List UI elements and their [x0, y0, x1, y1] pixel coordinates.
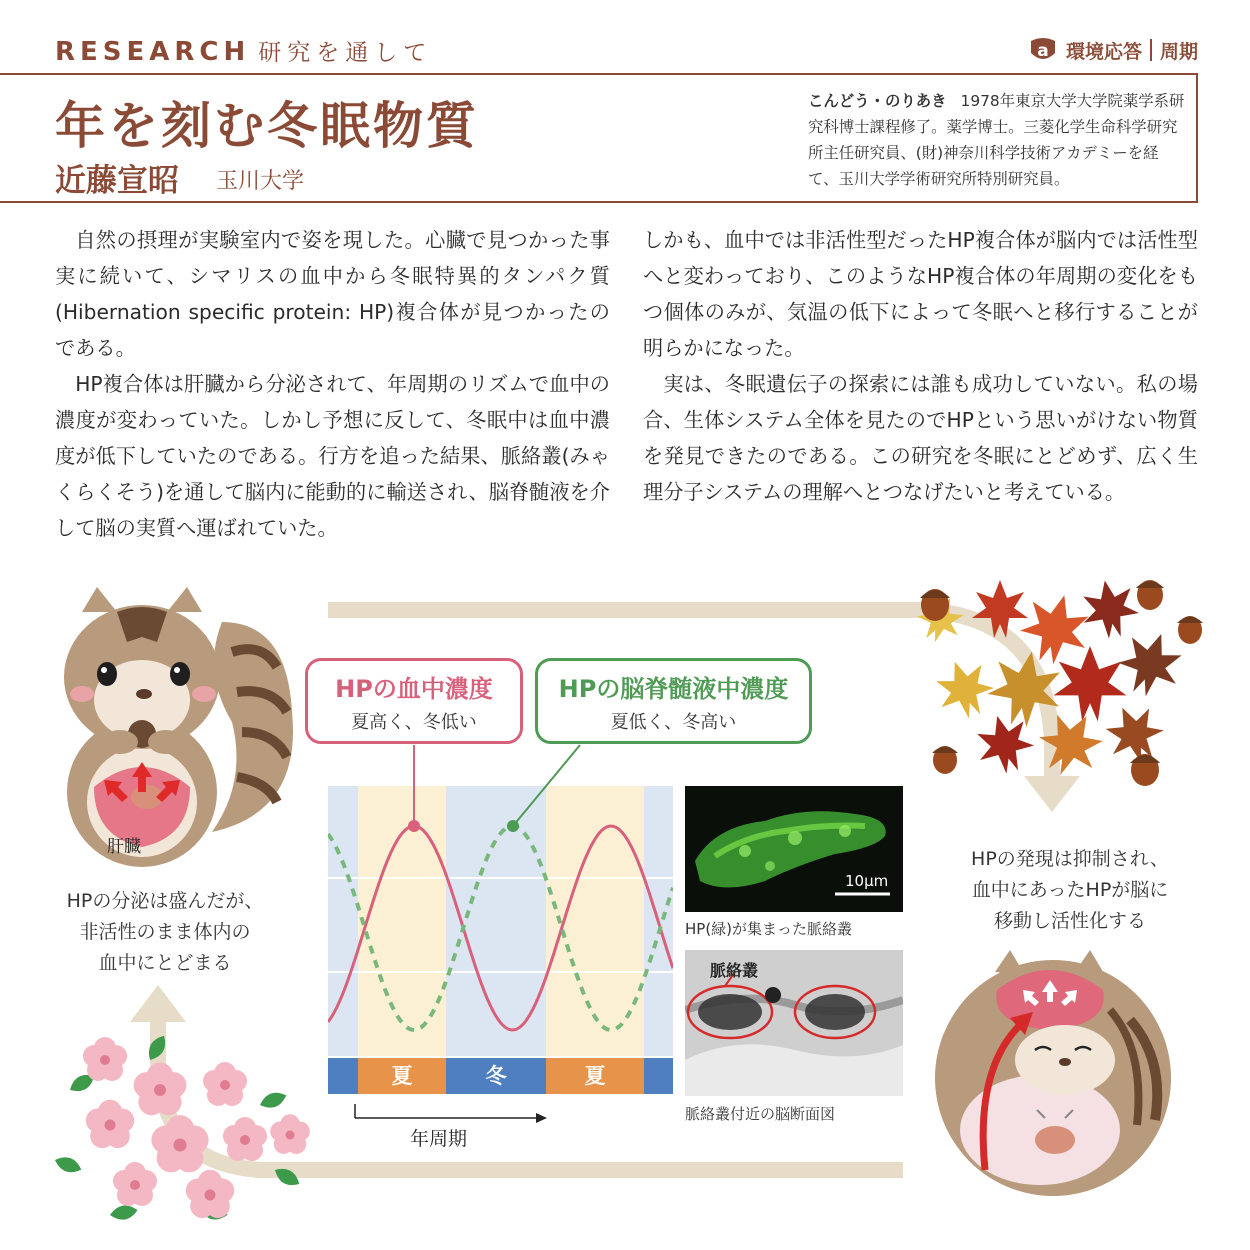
season-label-winter: 冬	[485, 1064, 507, 1088]
caption-left-line: 血中にとどまる	[98, 952, 232, 974]
axis-label: 年周期	[410, 1128, 468, 1150]
category-logo-letter: a	[1037, 41, 1049, 61]
author-affiliation: 玉川大学	[216, 169, 305, 194]
category-label: 環境応答	[1065, 40, 1142, 63]
bio-text: 1978年東京大学大学院薬学系研究科博士課程修了。薬学博士。三菱化学生命科学研究所主任研究員、(財)神奈川科学技術アカデミーを経て、玉川大学学術研究所特別研究員。	[808, 92, 1185, 188]
caption-right-line: 移動し活性化する	[993, 910, 1146, 932]
annual-cycle-chart	[328, 786, 673, 1096]
caption-left-line: HPの分泌は盛んだが、	[66, 890, 264, 912]
paragraph: HP複合体は肝臓から分泌されて、年周期のリズムで血中の濃度が変わっていた。しかし予想に反して、冬眠中は血中濃度が低下していたのである。行方を追った結果、脈絡叢(みゃくらくそう)を通して脳内に能動的に輸送され、脳脊髄液を介して脳の実質へ運ばれていた。	[55, 372, 610, 540]
bottom-track	[255, 1162, 903, 1178]
season-label-summer: 夏	[584, 1064, 606, 1088]
callout-csf	[535, 658, 812, 744]
scale-bar-label: 10μm	[845, 872, 889, 890]
micrograph-fluorescence	[685, 786, 903, 912]
top-track	[328, 602, 928, 618]
callout-blood-title: HPの血中濃度	[335, 675, 493, 703]
hibernating-squirrel-illustration	[925, 950, 1200, 1200]
category-tag: 周期	[1159, 40, 1198, 63]
cherry-blossoms-icon	[50, 1010, 330, 1240]
micrograph-1-caption: HP(緑)が集まった脈絡叢	[685, 920, 853, 938]
callout-csf-title: HPの脳脊髄液中濃度	[558, 675, 789, 703]
callout-csf-sub: 夏低く、冬高い	[610, 712, 737, 733]
blood-curve-marker	[408, 820, 420, 832]
annual-axis-arrow-icon	[350, 1102, 550, 1126]
caption-left	[30, 886, 300, 979]
micrograph-2-caption: 脈絡叢付近の脳断面図	[685, 1105, 836, 1123]
author-name: 近藤宣昭	[55, 163, 179, 199]
caption-right-line: 血中にあったHPが脳に	[971, 879, 1169, 901]
micrograph-2-label: 脈絡叢	[710, 961, 759, 980]
paragraph: しかも、血中では非活性型だったHP複合体が脳内では活性型へと変わっており、このようなHP複合体の年周期の変化をもつ個体のみが、気温の低下によって冬眠へと移行することが明らかになった。	[643, 228, 1198, 360]
season-winter-bar	[328, 1058, 358, 1094]
section-label-en: RESEARCH	[55, 37, 251, 67]
bio-name: こんどう・のりあき	[808, 92, 947, 110]
autumn-leaves-icon	[905, 570, 1205, 800]
season-label-summer: 夏	[391, 1064, 413, 1088]
awake-squirrel-illustration	[62, 582, 302, 872]
callout-blood-sub: 夏高く、冬低い	[351, 712, 477, 733]
paragraph: 実は、冬眠遺伝子の探索には誰も成功していない。私の場合、生体システム全体を見たのでHPという思いがけない物質を発見できたのである。この研究を冬眠にとどめず、広く生理分子システムの理解へとつなげたいと考えている。	[643, 372, 1198, 504]
season-winter-bar	[644, 1058, 673, 1094]
paragraph: 自然の摂理が実験室内で姿を現した。心臓で見つかった事実に続いて、シマリスの血中から冬眠特異的タンパク質(Hibernation specific protein: HP)複合体が見つかったのである。	[55, 228, 610, 360]
callout-blood	[305, 658, 523, 744]
csf-curve-marker	[507, 820, 519, 832]
section-label-jp: 研究を通して	[258, 40, 433, 66]
caption-left-line: 非活性のまま体内の	[79, 921, 251, 943]
caption-right	[935, 844, 1205, 937]
article-title: 年を刻む冬眠物質	[55, 97, 479, 155]
caption-right-line: HPの発現は抑制され、	[971, 848, 1169, 870]
liver-label: 肝臓	[107, 837, 141, 857]
